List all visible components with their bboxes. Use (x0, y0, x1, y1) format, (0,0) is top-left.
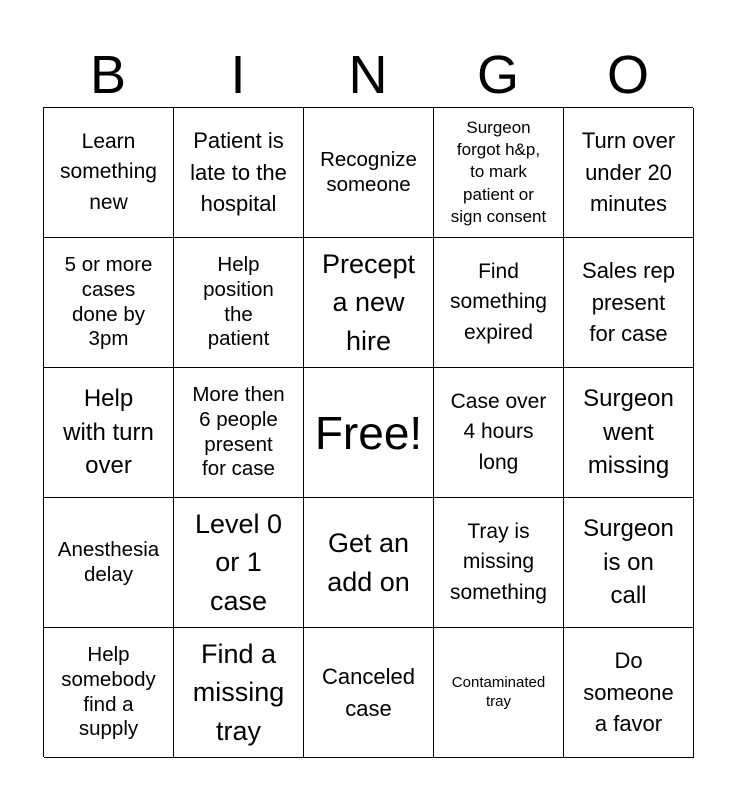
bingo-cell-b2[interactable] (44, 238, 174, 368)
cell-label: Help with turn over (63, 385, 154, 480)
cell-label: Surgeon went missing (583, 385, 674, 480)
cell-label: More then 6 people present for case (192, 383, 285, 481)
bingo-cell-o1[interactable] (564, 108, 694, 238)
cell-label: Sales rep present for case (582, 257, 675, 347)
bingo-cell-g1[interactable] (434, 108, 564, 238)
cell-label: Surgeon is on call (583, 515, 674, 610)
cell-label: Do someone a favor (583, 647, 674, 737)
cell-label: Surgeon forgot h&p, to mark patient or sign consent (450, 118, 547, 226)
cell-label: Level 0 or 1 case (194, 509, 283, 616)
cell-label: Patient is late to the hospital (190, 127, 287, 217)
cell-label: Find something expired (450, 259, 547, 344)
header-letter-i: I (230, 45, 246, 105)
bingo-grid (43, 107, 693, 757)
bingo-cell-o4[interactable] (564, 498, 694, 628)
bingo-cell-o2[interactable] (564, 238, 694, 368)
bingo-cell-i1[interactable] (174, 108, 304, 238)
bingo-cell-b3[interactable] (44, 368, 174, 498)
cell-label: Help somebody find a supply (61, 643, 156, 741)
bingo-cell-n2[interactable] (304, 238, 434, 368)
header-letter-g: G (476, 45, 519, 105)
header-letter-o: O (606, 45, 649, 105)
cell-label: Canceled case (322, 663, 415, 721)
cell-label: Help position the patient (203, 253, 274, 351)
cell-label: Learn something new (60, 129, 157, 214)
cell-label: Get an add on (327, 528, 410, 597)
cell-label: Find a missing tray (192, 639, 285, 746)
header-letter-b: B (89, 45, 127, 105)
bingo-cell-i4[interactable] (174, 498, 304, 628)
bingo-cell-g2[interactable] (434, 238, 564, 368)
bingo-cell-n1[interactable] (304, 108, 434, 238)
bingo-header (43, 42, 693, 108)
cell-label: 5 or more cases done by 3pm (64, 253, 153, 351)
cell-label: Anesthesia delay (57, 537, 160, 586)
bingo-cell-o3[interactable] (564, 368, 694, 498)
header-letter-n: N (348, 45, 388, 105)
bingo-cell-n5[interactable] (304, 628, 434, 758)
bingo-cell-g5[interactable] (434, 628, 564, 758)
cell-label: Case over 4 hours long (450, 389, 547, 474)
bingo-cell-b1[interactable] (44, 108, 174, 238)
free-space-label: Free! (314, 406, 423, 459)
bingo-cell-n3-free[interactable] (304, 368, 434, 498)
bingo-cell-o5[interactable] (564, 628, 694, 758)
bingo-cell-i2[interactable] (174, 238, 304, 368)
bingo-cell-i5[interactable] (174, 628, 304, 758)
cell-label: Precept a new hire (321, 249, 416, 356)
cell-label: Turn over under 20 minutes (581, 127, 676, 217)
bingo-cell-b4[interactable] (44, 498, 174, 628)
bingo-cell-n4[interactable] (304, 498, 434, 628)
bingo-cell-b5[interactable] (44, 628, 174, 758)
cell-label: Tray is missing something (450, 519, 547, 604)
bingo-cell-g4[interactable] (434, 498, 564, 628)
bingo-cell-i3[interactable] (174, 368, 304, 498)
bingo-cell-g3[interactable] (434, 368, 564, 498)
cell-label: Recognize someone (320, 147, 417, 196)
cell-label: Contaminated tray (451, 673, 546, 710)
